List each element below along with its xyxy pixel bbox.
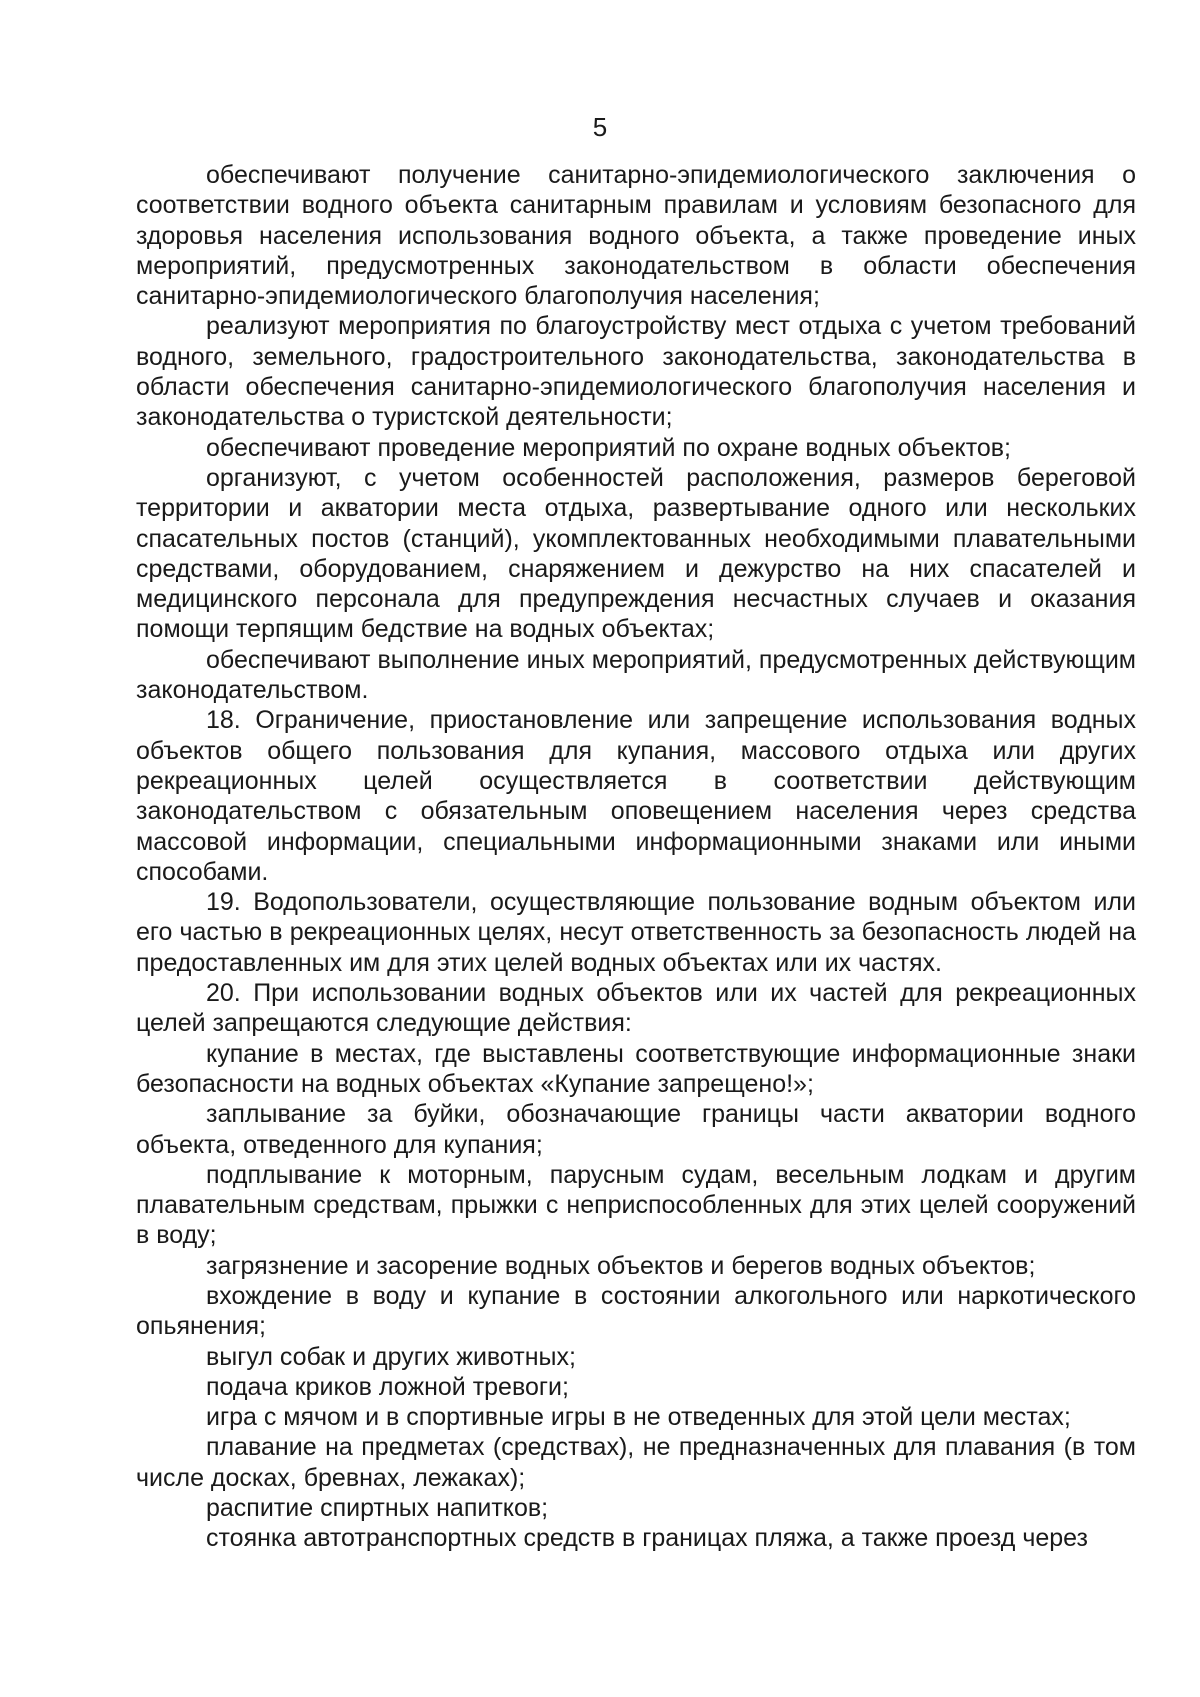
paragraph: загрязнение и засорение водных объектов и берегов водных объектов; — [206, 1251, 1036, 1280]
paragraph: обеспечивают выполнение иных мероприятий, предусмотренных действующим законодательством. — [136, 645, 1136, 705]
paragraph: заплывание за буйки, обозначающие границы части акватории водного объекта, отведенного для купания; — [136, 1100, 1136, 1159]
paragraph: игра с мячом и в спортивные игры в не отведенных для этой цели местах; — [206, 1403, 1071, 1432]
paragraph: обеспечивают получение санитарно-эпидемиологического заключения о соответствии водного объекта санитарным правилам и условиям безопасного для здоровья населения использования водного объекта, а также проведение иных мероприятий, предусмотренных законодательством в области обеспечения санитарно-эпидемиологического благополучия населения; — [136, 161, 1136, 311]
paragraph: распитие спиртных напитков; — [206, 1494, 549, 1523]
paragraph: подплывание к моторным, парусным судам, весельным лодкам и другим плавательным средствам, прыжки с неприспособленных для этих целей сооружений в воду; — [136, 1160, 1136, 1250]
paragraph: реализуют мероприятия по благоустройству мест отдыха с учетом требований водного, земельного, градостроительного законодательства, законодательства в области обеспечения санитарно-эпидемиологического благополучия населения и законодательства о туристской деятельности; — [136, 312, 1136, 432]
paragraph: стоянка автотранспортных средств в границах пляжа, а также проезд через — [206, 1524, 1088, 1553]
paragraph: обеспечивают проведение мероприятий по охране водных объектов; — [206, 433, 1012, 462]
paragraph: подача криков ложной тревоги; — [206, 1372, 569, 1401]
paragraph-item-18: 18. Ограничение, приостановление или запрещение использования водных объектов общего пользования для купания, массового отдыха или других рекреационных целей осуществляется в соответствии действующим законодательством с обязательным оповещением населения через средства массовой информации, специальными информационными знаками или иными способами. — [136, 706, 1136, 886]
page-number: 5 — [592, 112, 608, 142]
paragraph: выгул собак и других животных; — [206, 1342, 576, 1371]
paragraph: плавание на предметах (средствах), не предназначенных для плавания (в том числе досках, бревнах, лежаках); — [136, 1433, 1136, 1492]
paragraph: купание в местах, где выставлены соответствующие информационные знаки безопасности на водных объектах «Купание запрещено!»; — [136, 1039, 1136, 1098]
paragraph-item-19: 19. Водопользователи, осуществляющие пользование водным объектом или его частью в рекреационных целях, несут ответственность за безопасность людей на предоставленных им для этих целей водных объектах или их частях. — [136, 888, 1136, 977]
paragraph: вхождение в воду и купание в состоянии алкогольного или наркотического опьянения; — [136, 1281, 1136, 1341]
document-body — [136, 160, 1136, 1554]
paragraph-item-20: 20. При использовании водных объектов или их частей для рекреационных целей запрещаются следующие действия: — [136, 979, 1136, 1038]
paragraph: организуют, с учетом особенностей расположения, размеров береговой территории и акватории места отдыха, развертывание одного или нескольких спасательных постов (станций), укомплектованных необходимыми плавательными средствами, оборудованием, снаряжением и дежурство на них спасателей и медицинского персонала для предупреждения несчастных случаев и оказания помощи терпящим бедствие на водных объектах; — [136, 463, 1136, 644]
